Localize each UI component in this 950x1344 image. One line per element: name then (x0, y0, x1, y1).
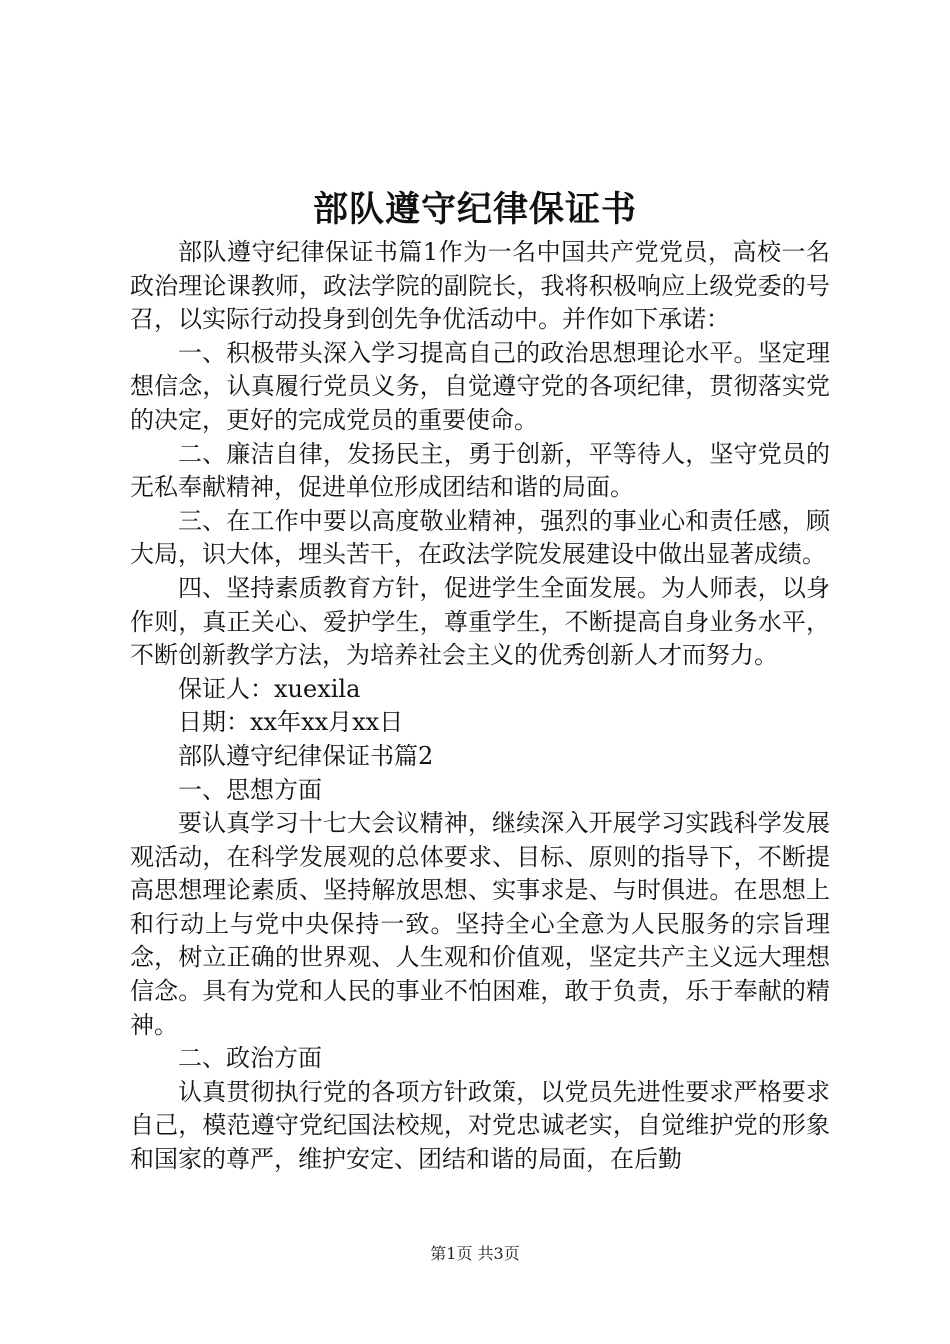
paragraph: 认真贯彻执行党的各项方针政策，以党员先进性要求严格要求自己，模范遵守党纪国法校规，对党忠诚老实，自觉维护党的形象和国家的尊严，维护安定、团结和谐的局面，在后勤 (130, 1077, 830, 1174)
section-heading: 部队遵守纪律保证书篇2 (178, 741, 434, 770)
paragraph: 二、廉洁自律，发扬民主，勇于创新，平等待人，坚守党员的无私奉献精神，促进单位形成团结和谐的局面。 (130, 439, 830, 502)
paragraph: 三、在工作中要以高度敬业精神，强烈的事业心和责任感，顾大局，识大体，埋头苦干，在政法学院发展建设中做出显著成绩。 (130, 506, 830, 569)
page-footer: 第1页 共3页 (430, 1244, 520, 1263)
paragraph: 要认真学习十七大会议精神，继续深入开展学习实践科学发展观活动，在科学发展观的总体要求、目标、原则的指导下，不断提高思想理论素质、坚持解放思想、实事求是、与时俱进。在思想上和行动上与党中央保持一致。坚持全心全意为人民服务的宗旨理念，树立正确的世界观、人生观和价值观，坚定共产主义远大理想信念。具有为党和人民的事业不怕困难，敢于负责，乐于奉献的精神。 (130, 809, 830, 1039)
document-title: 部队遵守纪律保证书 (312, 189, 637, 230)
document-body (130, 236, 830, 1177)
subsection-heading: 二、政治方面 (178, 1044, 322, 1073)
guarantor-line: 保证人：xuexila (178, 674, 361, 703)
paragraph: 一、积极带头深入学习提高自己的政治思想理论水平。坚定理想信念，认真履行党员义务，自觉遵守党的各项纪律，贯彻落实党的决定，更好的完成党员的重要使命。 (130, 338, 830, 434)
date-line: 日期：xx年xx月xx日 (178, 708, 404, 737)
subsection-heading: 一、思想方面 (178, 775, 322, 804)
paragraph: 部队遵守纪律保证书篇1作为一名中国共产党党员，高校一名政治理论课教师，政法学院的副院长，我将积极响应上级党委的号召，以实际行动投身到创先争优活动中。并作如下承诺： (130, 238, 830, 334)
paragraph: 四、坚持素质教育方针，促进学生全面发展。为人师表，以身作则，真正关心、爱护学生，尊重学生，不断提高自身业务水平，不断创新教学方法，为培养社会主义的优秀创新人才而努力。 (130, 573, 830, 670)
